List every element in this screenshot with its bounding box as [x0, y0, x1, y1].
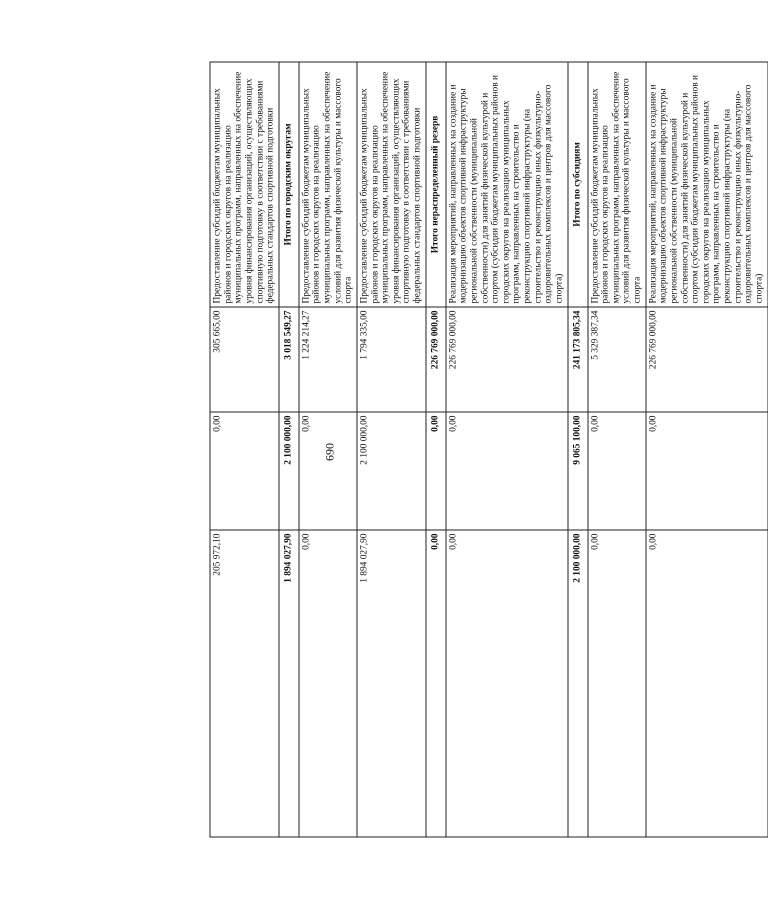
value-cell-1: 1 794 335,00 — [357, 307, 426, 412]
value-cell-2: 2 100 000,00 — [279, 412, 299, 530]
value-cell-1: 5 329 387,34 — [588, 307, 646, 412]
value-cell-3: 0,00 — [299, 530, 357, 837]
value-cell-3: 0,00 — [446, 530, 568, 837]
value-cell-1: 241 173 805,34 — [568, 307, 588, 412]
description-cell: Предоставление субсидий бюджетам муниципальных районов и городских округов на реализацию муниципальных программ, направленных на обеспечение условий для развития физической культуры и массового спорта — [299, 62, 357, 307]
value-cell-2: 9 065 100,00 — [568, 412, 588, 530]
value-cell-3: 2 100 000,00 — [568, 530, 588, 837]
table-row — [446, 62, 568, 837]
rotated-table-container — [210, 63, 765, 838]
value-cell-3: 0,00 — [646, 530, 768, 837]
total-row — [568, 62, 588, 837]
table-row — [646, 62, 768, 837]
value-cell-1: 226 769 000,00 — [646, 307, 768, 412]
total-row — [279, 62, 299, 837]
value-cell-1: 226 769 000,00 — [446, 307, 568, 412]
description-cell: Предоставление субсидий бюджетам муниципальных районов и городских округов на реализацию муниципальных программ, направленных на обеспечение уровня финансирования организаций, осуществляющих спортивную подготовку в соответствии с требованиями федеральных стандартов спортивной подготовки — [357, 62, 426, 307]
value-cell-2: 0,00 — [588, 412, 646, 530]
value-cell-3: 1 894 027,90 — [357, 530, 426, 837]
table-row — [588, 62, 646, 837]
value-cell-3: 205 972,10 — [210, 530, 279, 837]
total-row — [426, 62, 446, 837]
value-cell-1: 1 224 214,27 — [299, 307, 357, 412]
subsidy-table — [210, 62, 768, 838]
value-cell-2: 0,00 — [210, 412, 279, 530]
value-cell-1: 3 018 549,27 — [279, 307, 299, 412]
value-cell-3: 1 894 027,90 — [279, 530, 299, 837]
value-cell-3: 0,00 — [588, 530, 646, 837]
description-cell: Реализация мероприятий, направленных на создание и модернизацию объектов спортивной инфраструктуры региональной собственности (муниципальной собственности) для занятий физической культурой и спортом (субсидии бюджетам муниципальных районов и городских округов на реализацию муниципальных программ, направленных на строительство и реконструкцию спортивной инфраструктуры (на строительство и реконструкцию иных физкультурно-оздоровительных комплексов и центров для массового спорта) — [446, 62, 568, 307]
value-cell-1: 305 665,00 — [210, 307, 279, 412]
total-label: Итого по субсидиям — [568, 62, 588, 307]
table-row — [357, 62, 426, 837]
value-cell-2: 0,00 — [446, 412, 568, 530]
description-cell: Предоставление субсидий бюджетам муниципальных районов и городских округов на реализацию муниципальных программ, направленных на обеспечение уровня финансирования организаций, осуществляющих спортивную подготовку в соответствии с требованиями федеральных стандартов спортивной подготовки — [210, 62, 279, 307]
table-row — [210, 62, 279, 837]
table-row — [299, 62, 357, 837]
value-cell-2: 0,00 — [646, 412, 768, 530]
value-cell-2: 2 100 000,00 — [357, 412, 426, 530]
page-number: 690 — [322, 443, 337, 461]
value-cell-2: 0,00 — [426, 412, 446, 530]
value-cell-1: 226 769 000,00 — [426, 307, 446, 412]
description-cell: Предоставление субсидий бюджетам муниципальных районов и городских округов на реализацию муниципальных программ, направленных на обеспечение условий для развития физической культуры и массового спорта — [588, 62, 646, 307]
description-cell: Реализация мероприятий, направленных на создание и модернизацию объектов спортивной инфраструктуры региональной собственности (муниципальной собственности) для занятий физической культурой и спортом (субсидии бюджетам муниципальных районов и городских округов на реализацию муниципальных программ, направленных на строительство и реконструкцию спортивной инфраструктуры (на строительство и реконструкцию иных физкультурно-оздоровительных комплексов и центров для массового спорта) — [646, 62, 768, 307]
total-label: Итого по городским округам — [279, 62, 299, 307]
total-label: Итого нераспределенный резерв — [426, 62, 446, 307]
value-cell-3: 0,00 — [426, 530, 446, 837]
subsidy-table-body — [210, 62, 768, 837]
value-cell-2: 0,00 — [299, 412, 357, 530]
